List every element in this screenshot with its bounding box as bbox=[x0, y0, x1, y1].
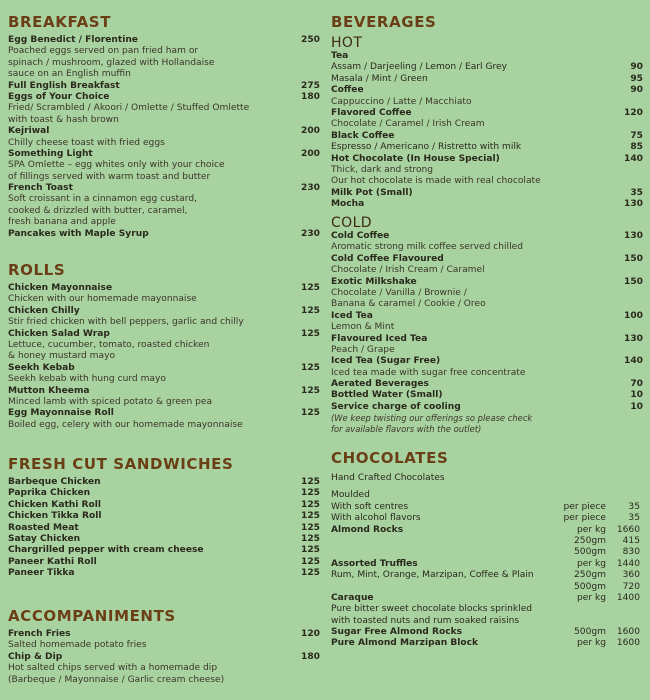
item-price: 10 bbox=[630, 390, 643, 401]
menu-item bbox=[8, 652, 320, 663]
chocolate-unit: per piece bbox=[563, 513, 606, 524]
chocolate-row bbox=[331, 616, 643, 627]
menu-item bbox=[331, 254, 643, 265]
item-price: 90 bbox=[630, 62, 643, 73]
chocolates-title: CHOCOLATES bbox=[331, 449, 449, 467]
item-price: 90 bbox=[630, 85, 643, 96]
item-price: 180 bbox=[301, 651, 320, 662]
chocolate-row bbox=[331, 582, 643, 593]
chocolate-row bbox=[331, 502, 643, 513]
sandwiches-title: FRESH CUT SANDWICHES bbox=[8, 455, 234, 473]
item-price: 200 bbox=[301, 126, 320, 137]
item-option: Masala / Mint / Green bbox=[331, 73, 428, 84]
item-price: 130 bbox=[624, 199, 643, 210]
chocolate-name: Assorted Truffles bbox=[331, 558, 418, 569]
menu-item bbox=[8, 329, 320, 340]
item-name: French Toast bbox=[8, 183, 73, 194]
chocolate-name: Sugar Free Almond Rocks bbox=[331, 627, 463, 638]
item-name: Paneer Tikka bbox=[8, 568, 75, 579]
menu-item bbox=[8, 523, 320, 534]
chocolate-unit: per kg bbox=[576, 558, 606, 569]
item-description: Lemon & Mint bbox=[331, 322, 395, 333]
item-description: Salted homemade potato fries bbox=[8, 640, 147, 651]
breakfast-title: BREAKFAST bbox=[8, 13, 112, 31]
item-description: Seekh kebab with hung curd mayo bbox=[8, 374, 166, 385]
item-description: fresh banana and apple bbox=[8, 217, 116, 228]
item-name: Cold Coffee bbox=[331, 231, 390, 241]
item-price: 130 bbox=[624, 231, 643, 241]
menu-item bbox=[331, 74, 643, 85]
menu-item bbox=[331, 334, 643, 345]
item-description: with toast & hash brown bbox=[8, 114, 119, 125]
item-name: Full English Breakfast bbox=[8, 80, 120, 91]
item-name: Satay Chicken bbox=[8, 533, 81, 544]
item-price: 100 bbox=[624, 310, 643, 321]
item-price: 125 bbox=[301, 283, 320, 293]
menu-item bbox=[331, 154, 643, 165]
item-name: Barbeque Chicken bbox=[8, 477, 101, 487]
menu-item bbox=[331, 51, 643, 62]
item-description: Chilly cheese toast with fried eggs bbox=[8, 137, 165, 148]
item-price: 275 bbox=[301, 80, 320, 91]
item-name: French Fries bbox=[8, 629, 71, 639]
chocolate-row bbox=[331, 536, 643, 547]
chocolate-price: 35 bbox=[628, 513, 640, 524]
item-price: 85 bbox=[630, 142, 643, 153]
menu-item bbox=[331, 131, 643, 142]
item-price: 180 bbox=[301, 91, 320, 102]
item-name: Coffee bbox=[331, 85, 364, 96]
item-description: (Barbeque / Mayonnaise / Garlic cream cheese) bbox=[8, 674, 225, 685]
item-name: Chip & Dip bbox=[8, 651, 63, 662]
chocolates-intro: Hand Crafted Chocolates bbox=[331, 473, 445, 483]
chocolate-price: 720 bbox=[622, 581, 640, 592]
chocolate-unit: 250gm bbox=[574, 535, 606, 546]
menu-item bbox=[8, 81, 320, 92]
item-price: 150 bbox=[624, 253, 643, 264]
menu-item bbox=[8, 545, 320, 556]
menu-item bbox=[331, 62, 643, 73]
item-description: Soft croissant in a cinnamon egg custard, bbox=[8, 194, 197, 205]
item-option: Assam / Darjeeling / Lemon / Earl Grey bbox=[331, 62, 508, 73]
menu-item bbox=[8, 500, 320, 511]
chocolate-price: 1600 bbox=[616, 627, 640, 638]
chocolate-price: 415 bbox=[622, 535, 640, 546]
menu-item bbox=[8, 126, 320, 137]
item-name: Chicken Mayonnaise bbox=[8, 283, 113, 293]
item-name: Egg Benedict / Florentine bbox=[8, 35, 138, 45]
chocolate-unit: per kg bbox=[576, 592, 606, 603]
item-name: Flavoured Iced Tea bbox=[331, 333, 428, 344]
chocolate-price: 1440 bbox=[616, 558, 640, 569]
item-price: 250 bbox=[301, 35, 320, 45]
menu-item bbox=[8, 511, 320, 522]
menu-item bbox=[8, 35, 320, 46]
cold-section bbox=[331, 215, 643, 435]
menu-item bbox=[331, 402, 643, 413]
menu-item bbox=[8, 283, 320, 294]
item-name: Mutton Kheema bbox=[8, 385, 90, 396]
item-description: Banana & caramel / Cookie / Oreo bbox=[331, 299, 486, 310]
item-price: 125 bbox=[301, 385, 320, 396]
item-name: Eggs of Your Choice bbox=[8, 91, 110, 102]
item-price: 125 bbox=[301, 477, 320, 487]
item-name: Flavored Coffee bbox=[331, 107, 412, 118]
menu-item bbox=[331, 379, 643, 390]
item-name: Chicken Kathi Roll bbox=[8, 499, 102, 510]
item-description: & honey mustard mayo bbox=[8, 351, 116, 362]
rolls-title: ROLLS bbox=[8, 261, 66, 279]
item-price: 70 bbox=[630, 379, 643, 390]
chocolate-name: Rum, Mint, Orange, Marzipan, Coffee & Plain bbox=[331, 570, 534, 581]
item-description: Fried/ Scrambled / Akoori / Omlette / Stuffed Omlette bbox=[8, 103, 250, 114]
menu-item bbox=[8, 363, 320, 374]
menu-item bbox=[8, 629, 320, 640]
chocolate-row bbox=[331, 513, 643, 524]
item-price: 140 bbox=[624, 153, 643, 164]
item-description: Chocolate / Caramel / Irish Cream bbox=[331, 119, 485, 130]
item-name: Chargrilled pepper with cream cheese bbox=[8, 545, 204, 556]
item-name: Chicken Chilly bbox=[8, 305, 80, 316]
menu-item bbox=[8, 534, 320, 545]
beverages-section bbox=[331, 13, 643, 210]
chocolate-name: Caraque bbox=[331, 592, 374, 603]
item-description: Chocolate / Irish Cream / Caramel bbox=[331, 265, 485, 276]
item-description: Our hot chocolate is made with real chocolate bbox=[331, 176, 541, 187]
chocolates-items bbox=[331, 490, 643, 649]
breakfast-section bbox=[8, 13, 320, 240]
item-price: 125 bbox=[301, 568, 320, 579]
menu-item bbox=[331, 85, 643, 96]
chocolate-row bbox=[331, 490, 643, 501]
menu-item bbox=[8, 92, 320, 103]
menu-item bbox=[331, 390, 643, 401]
item-name: Hot Chocolate (In House Special) bbox=[331, 153, 500, 164]
menu-item bbox=[8, 488, 320, 499]
chocolate-row bbox=[331, 525, 643, 536]
menu-item bbox=[8, 557, 320, 568]
item-price: 125 bbox=[301, 499, 320, 510]
accompaniments-section bbox=[8, 607, 320, 686]
item-description: Hot salted chips served with a homemade dip bbox=[8, 663, 218, 674]
menu-item bbox=[8, 568, 320, 579]
cold-subtitle: COLD bbox=[331, 215, 372, 231]
item-option: Espresso / Americano / Ristretto with milk bbox=[331, 142, 522, 153]
chocolate-unit: 250gm bbox=[574, 570, 606, 581]
item-price: 35 bbox=[630, 187, 643, 198]
item-name: Bottled Water (Small) bbox=[331, 390, 443, 401]
rolls-section bbox=[8, 261, 320, 431]
chocolate-unit: 500gm bbox=[574, 627, 606, 638]
item-description: SPA Omlette – egg whites only with your choice bbox=[8, 160, 225, 171]
item-name: Chicken Tikka Roll bbox=[8, 511, 102, 522]
item-name: Kejriwal bbox=[8, 126, 50, 137]
chocolate-row bbox=[331, 638, 643, 649]
chocolate-row bbox=[331, 593, 643, 604]
menu-item bbox=[331, 188, 643, 199]
item-name: Service charge of cooling bbox=[331, 401, 461, 412]
chocolate-name: Moulded bbox=[331, 490, 370, 501]
availability-note: (We keep twisting our offerings so please check bbox=[331, 413, 533, 424]
item-description: Lettuce, cucumber, tomato, roasted chicken bbox=[8, 339, 210, 350]
beverages-title: BEVERAGES bbox=[331, 13, 437, 31]
item-name: Seekh Kebab bbox=[8, 362, 75, 373]
breakfast-items bbox=[8, 35, 320, 240]
menu-item bbox=[8, 408, 320, 419]
item-price: 125 bbox=[301, 545, 320, 556]
item-description: Cappuccino / Latte / Macchiato bbox=[331, 96, 472, 107]
chocolate-price: 1600 bbox=[616, 638, 640, 649]
accompaniments-items bbox=[8, 629, 320, 686]
chocolate-name: Pure bitter sweet chocolate blocks sprinkled bbox=[331, 604, 533, 615]
hot-items bbox=[331, 51, 643, 210]
item-price: 200 bbox=[301, 148, 320, 159]
item-description: Thick, dark and strong bbox=[331, 164, 434, 175]
chocolate-name: With alcohol flavors bbox=[331, 513, 421, 524]
chocolate-price: 35 bbox=[628, 501, 640, 512]
item-price: 125 bbox=[301, 305, 320, 316]
item-name: Exotic Milkshake bbox=[331, 276, 417, 287]
chocolate-name: with toasted nuts and rum soaked raisins bbox=[331, 615, 520, 626]
item-name: Mocha bbox=[331, 199, 365, 210]
item-name: Egg Mayonnaise Roll bbox=[8, 408, 114, 419]
menu-item bbox=[331, 356, 643, 367]
item-description: sauce on an English muffin bbox=[8, 69, 131, 80]
chocolate-row bbox=[331, 570, 643, 581]
item-price: 125 bbox=[301, 408, 320, 419]
item-price: 130 bbox=[624, 333, 643, 344]
menu-item bbox=[331, 277, 643, 288]
chocolate-name: With soft centres bbox=[331, 501, 409, 512]
item-price: 120 bbox=[624, 107, 643, 118]
item-name: Pancakes with Maple Syrup bbox=[8, 228, 149, 239]
item-price: 125 bbox=[301, 328, 320, 339]
menu-item bbox=[8, 229, 320, 240]
item-name: Paneer Kathi Roll bbox=[8, 556, 97, 567]
menu-item bbox=[8, 386, 320, 397]
chocolate-row bbox=[331, 559, 643, 570]
availability-note: for available flavors with the outlet) bbox=[331, 424, 482, 435]
item-price: 125 bbox=[301, 556, 320, 567]
item-name: Tea bbox=[331, 51, 349, 61]
menu-item bbox=[331, 311, 643, 322]
item-name: Iced Tea (Sugar Free) bbox=[331, 356, 441, 367]
item-name: Aerated Beverages bbox=[331, 379, 429, 390]
item-description: cooked & drizzled with butter, caramel, bbox=[8, 205, 188, 216]
menu-item bbox=[331, 108, 643, 119]
item-price: 230 bbox=[301, 183, 320, 194]
item-name: Something Light bbox=[8, 148, 93, 159]
chocolate-price: 1400 bbox=[616, 592, 640, 603]
chocolate-unit: per kg bbox=[576, 638, 606, 649]
item-price: 10 bbox=[630, 401, 643, 412]
chocolate-price: 830 bbox=[622, 547, 640, 558]
chocolate-row bbox=[331, 604, 643, 615]
item-description: Poached eggs served on pan fried ham or bbox=[8, 46, 199, 57]
cold-items bbox=[331, 231, 643, 435]
chocolate-name: Pure Almond Marzipan Block bbox=[331, 638, 479, 649]
sandwiches-section bbox=[8, 455, 320, 580]
item-price: 125 bbox=[301, 522, 320, 533]
chocolate-row bbox=[331, 627, 643, 638]
item-name: Black Coffee bbox=[331, 130, 395, 141]
sandwiches-items bbox=[8, 477, 320, 580]
item-price: 125 bbox=[301, 533, 320, 544]
accompaniments-title: ACCOMPANIMENTS bbox=[8, 607, 176, 625]
menu-item bbox=[8, 477, 320, 488]
item-name: Cold Coffee Flavoured bbox=[331, 253, 444, 264]
item-description: Peach / Grape bbox=[331, 344, 395, 355]
menu-item bbox=[8, 183, 320, 194]
chocolate-name: Almond Rocks bbox=[331, 524, 404, 535]
item-name: Roasted Meat bbox=[8, 522, 79, 533]
item-description: Chicken with our homemade mayonnaise bbox=[8, 294, 197, 305]
item-description: Aromatic strong milk coffee served chilled bbox=[331, 242, 523, 253]
rolls-items bbox=[8, 283, 320, 431]
chocolates-section bbox=[331, 449, 643, 650]
item-description: spinach / mushroom, glazed with Hollandaise bbox=[8, 57, 215, 68]
menu-item bbox=[331, 199, 643, 210]
item-price: 95 bbox=[630, 73, 643, 84]
item-price: 75 bbox=[630, 130, 643, 141]
item-price: 125 bbox=[301, 488, 320, 499]
item-name: Paprika Chicken bbox=[8, 488, 91, 499]
menu-item bbox=[331, 142, 643, 153]
item-description: Chocolate / Vanilla / Brownie / bbox=[331, 287, 467, 298]
menu-item bbox=[331, 231, 643, 242]
chocolate-row bbox=[331, 547, 643, 558]
item-price: 230 bbox=[301, 228, 320, 239]
item-price: 120 bbox=[301, 629, 320, 639]
item-price: 150 bbox=[624, 276, 643, 287]
chocolate-unit: 500gm bbox=[574, 547, 606, 558]
chocolate-unit: per kg bbox=[576, 524, 606, 535]
item-name: Milk Pot (Small) bbox=[331, 187, 413, 198]
chocolate-unit: 500gm bbox=[574, 581, 606, 592]
item-description: Boiled egg, celery with our homemade mayonnaise bbox=[8, 419, 243, 430]
item-description: Iced tea made with sugar free concentrate bbox=[331, 367, 526, 378]
item-name: Iced Tea bbox=[331, 310, 373, 321]
chocolate-price: 1660 bbox=[616, 524, 640, 535]
item-price: 125 bbox=[301, 511, 320, 522]
menu-item bbox=[8, 306, 320, 317]
menu-item bbox=[8, 149, 320, 160]
item-description: Stir fried chicken with bell peppers, garlic and chilly bbox=[8, 317, 244, 328]
chocolate-unit: per piece bbox=[563, 501, 606, 512]
item-price: 140 bbox=[624, 356, 643, 367]
chocolate-price: 360 bbox=[622, 570, 640, 581]
item-name: Chicken Salad Wrap bbox=[8, 328, 110, 339]
item-price: 125 bbox=[301, 362, 320, 373]
item-description: of fillings served with warm toast and butter bbox=[8, 171, 211, 182]
hot-subtitle: HOT bbox=[331, 35, 363, 51]
item-description: Minced lamb with spiced potato & green pea bbox=[8, 396, 213, 407]
